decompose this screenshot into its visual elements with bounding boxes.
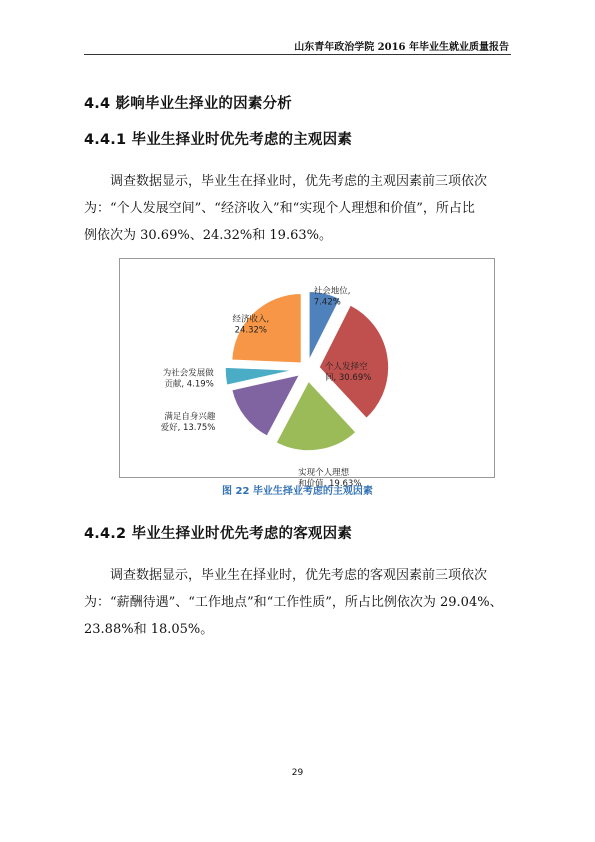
section-title: 4.4 影响毕业生择业的因素分析	[84, 96, 292, 112]
slice-data-label	[314, 286, 351, 308]
slice-label-line: 24.32%	[234, 325, 268, 336]
subsection-1-paragraph	[84, 168, 524, 249]
subsection-2-title: 4.4.2 毕业生择业时优先考虑的客观因素	[84, 526, 353, 542]
slice-data-label	[232, 313, 269, 335]
paragraph-line: 23.88%和 18.05%。	[84, 622, 214, 637]
slice-label-line: 经济收入,	[232, 314, 270, 325]
paragraph-line: 调查数据显示，毕业生在择业时，优先考虑的客观因素前三项依次	[84, 568, 488, 583]
slice-label-line: 和价值, 19.63%	[298, 478, 362, 489]
figure-caption: 图 22 毕业生择业考虑的主观因素	[222, 486, 373, 497]
pie-chart	[120, 259, 494, 489]
slice-label-line: 间, 30.69%	[325, 372, 372, 383]
page-header	[0, 36, 595, 54]
subsection-1-title: 4.4.1 毕业生择业时优先考虑的主观因素	[84, 132, 353, 148]
paragraph-line: 例依次为 30.69%、24.32%和 19.63%。	[84, 228, 332, 243]
slice-data-label	[325, 361, 371, 383]
slice-data-label	[163, 368, 215, 390]
slice-label-line: 贡献, 4.19%	[164, 379, 214, 390]
page-number: 29	[291, 768, 304, 778]
slice-label-line: 社会地位,	[313, 286, 351, 297]
slice-label-line: 7.42%	[313, 297, 341, 308]
pie-chart-frame	[119, 258, 495, 489]
slice-data-label	[161, 411, 216, 433]
paragraph-line: 调查数据显示，毕业生在择业时，优先考虑的主观因素前三项依次	[84, 174, 488, 189]
paragraph-line: 为：“个人发展空间”、“经济收入”和“实现个人理想和价值”，所占比	[84, 201, 475, 216]
slice-label-line: 爱好, 13.75%	[160, 423, 216, 434]
slice-label-line: 满足自身兴趣	[164, 412, 216, 423]
paragraph-line: 为：“薪酬待遇”、“工作地点”和“工作性质”，所占比例依次为 29.04%、	[84, 595, 503, 610]
subsection-2-paragraph	[84, 562, 524, 643]
header-title: 山东青年政治学院 2016 年毕业生就业质量报告	[294, 42, 509, 53]
slice-label-line: 个人发择空	[325, 361, 368, 372]
slice-label-line: 为社会发展做	[162, 368, 214, 379]
slice-label-line: 实现个人理想	[298, 467, 350, 478]
header-rule	[84, 54, 511, 55]
